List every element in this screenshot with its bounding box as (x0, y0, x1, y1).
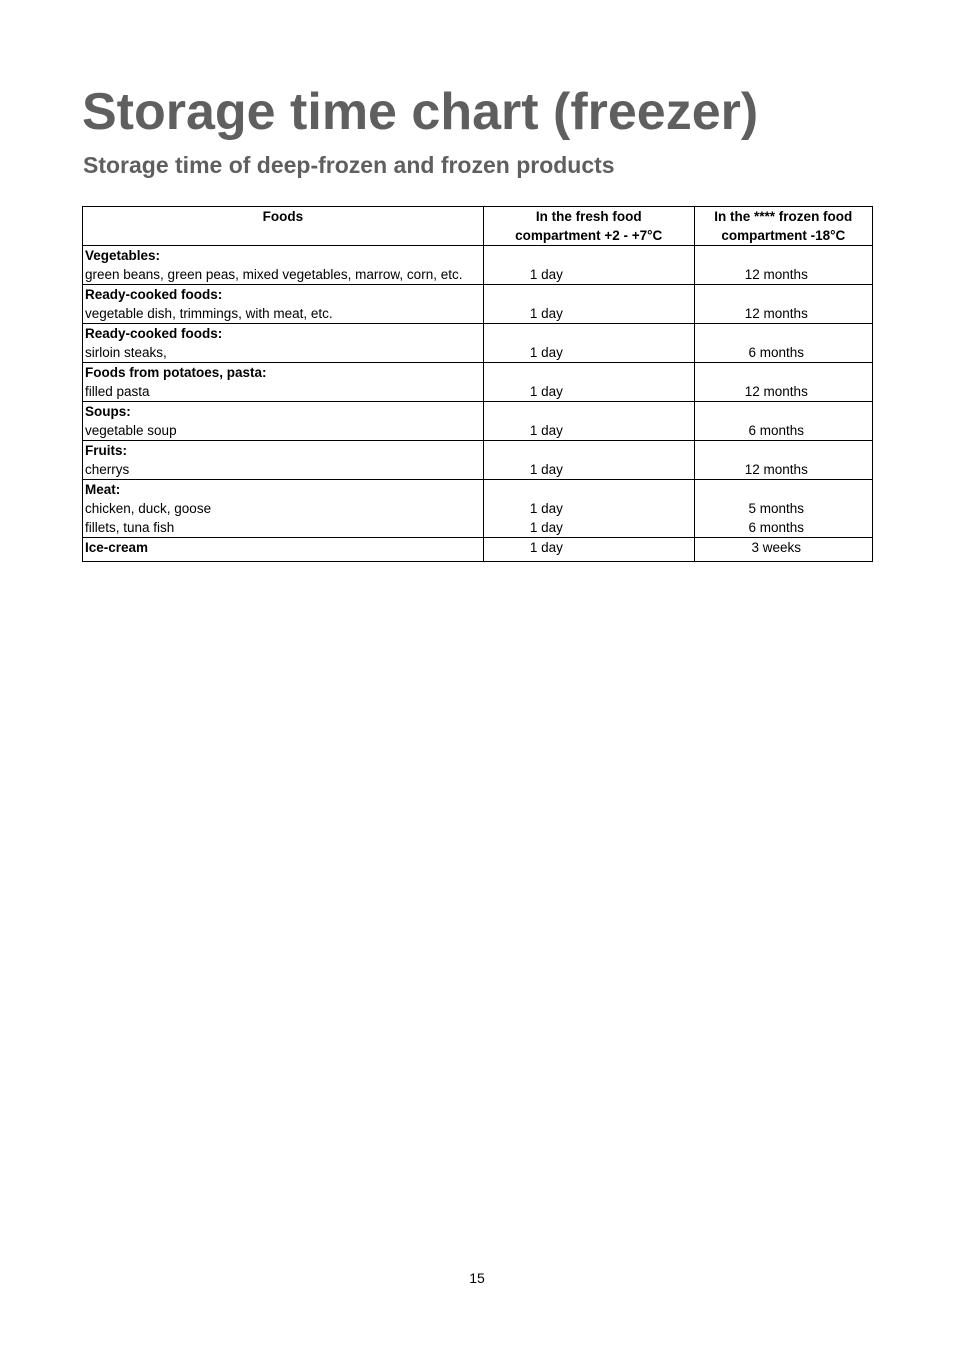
header-foods (83, 207, 484, 246)
storage-time-table (82, 206, 873, 562)
fresh-value: 1 day (529, 423, 563, 438)
fresh-value: 1 day (529, 520, 563, 535)
category-label: Meat: (85, 482, 121, 497)
frozen-cell (694, 246, 872, 285)
category-label: Vegetables: (85, 248, 161, 263)
frozen-cell (694, 480, 872, 538)
header-frozen-line2: compartment -18°C (721, 228, 846, 243)
fresh-value: 1 day (529, 384, 563, 399)
frozen-value: 3 weeks (751, 540, 802, 555)
frozen-value: 12 months (744, 267, 808, 282)
food-cell (83, 538, 484, 562)
fresh-cell (483, 324, 694, 363)
food-cell (83, 402, 484, 441)
frozen-cell (694, 324, 872, 363)
table-row (83, 363, 873, 402)
frozen-value: 6 months (748, 423, 805, 438)
fresh-value: 1 day (529, 267, 563, 282)
food-item: filled pasta (85, 384, 150, 399)
food-item: fillets, tuna fish (85, 520, 175, 535)
table-row (83, 480, 873, 538)
fresh-cell (483, 246, 694, 285)
food-item: vegetable dish, trimmings, with meat, etc. (85, 306, 333, 321)
fresh-value: 1 day (529, 501, 563, 516)
fresh-value: 1 day (529, 462, 563, 477)
fresh-cell (483, 441, 694, 480)
header-fresh-line1: In the fresh food (535, 209, 642, 224)
food-cell (83, 285, 484, 324)
food-item: chicken, duck, goose (85, 501, 212, 516)
category-label: Ice-cream (85, 540, 149, 555)
food-cell (83, 363, 484, 402)
frozen-cell (694, 441, 872, 480)
food-item: vegetable soup (85, 423, 177, 438)
food-cell (83, 246, 484, 285)
table-header-row (83, 207, 873, 246)
table-row (83, 441, 873, 480)
fresh-cell (483, 285, 694, 324)
fresh-value: 1 day (529, 540, 563, 555)
header-frozen (694, 207, 872, 246)
page-title: Storage time chart (freezer) (82, 83, 759, 141)
fresh-cell (483, 363, 694, 402)
fresh-cell (483, 402, 694, 441)
fresh-cell (483, 538, 694, 562)
header-fresh (483, 207, 694, 246)
food-item: sirloin steaks, (85, 345, 167, 360)
frozen-value: 12 months (744, 384, 808, 399)
frozen-value: 6 months (748, 345, 805, 360)
category-label: Fruits: (85, 443, 127, 458)
frozen-cell (694, 538, 872, 562)
page-subtitle: Storage time of deep-frozen and frozen products (83, 152, 615, 178)
food-item: green beans, green peas, mixed vegetables, marrow, corn, etc. (85, 267, 463, 282)
header-fresh-line2: compartment +2 - +7°C (515, 228, 663, 243)
food-cell (83, 480, 484, 538)
frozen-cell (694, 285, 872, 324)
frozen-value: 12 months (744, 306, 808, 321)
food-cell (83, 441, 484, 480)
table-row (83, 246, 873, 285)
header-frozen-line1: In the **** frozen food (714, 209, 853, 224)
food-item: cherrys (85, 462, 130, 477)
category-label: Foods from potatoes, pasta: (85, 365, 267, 380)
fresh-value: 1 day (529, 306, 563, 321)
fresh-value: 1 day (529, 345, 563, 360)
table-row (83, 538, 873, 562)
frozen-cell (694, 363, 872, 402)
header-foods-label: Foods (262, 209, 304, 224)
frozen-value: 12 months (744, 462, 808, 477)
food-cell (83, 324, 484, 363)
category-label: Soups: (85, 404, 131, 419)
table-row (83, 402, 873, 441)
category-label: Ready-cooked foods: (85, 326, 223, 341)
table-row (83, 324, 873, 363)
page-number: 15 (469, 1270, 485, 1286)
frozen-value: 5 months (748, 501, 805, 516)
table-row (83, 285, 873, 324)
frozen-value: 6 months (748, 520, 805, 535)
frozen-cell (694, 402, 872, 441)
fresh-cell (483, 480, 694, 538)
category-label: Ready-cooked foods: (85, 287, 223, 302)
